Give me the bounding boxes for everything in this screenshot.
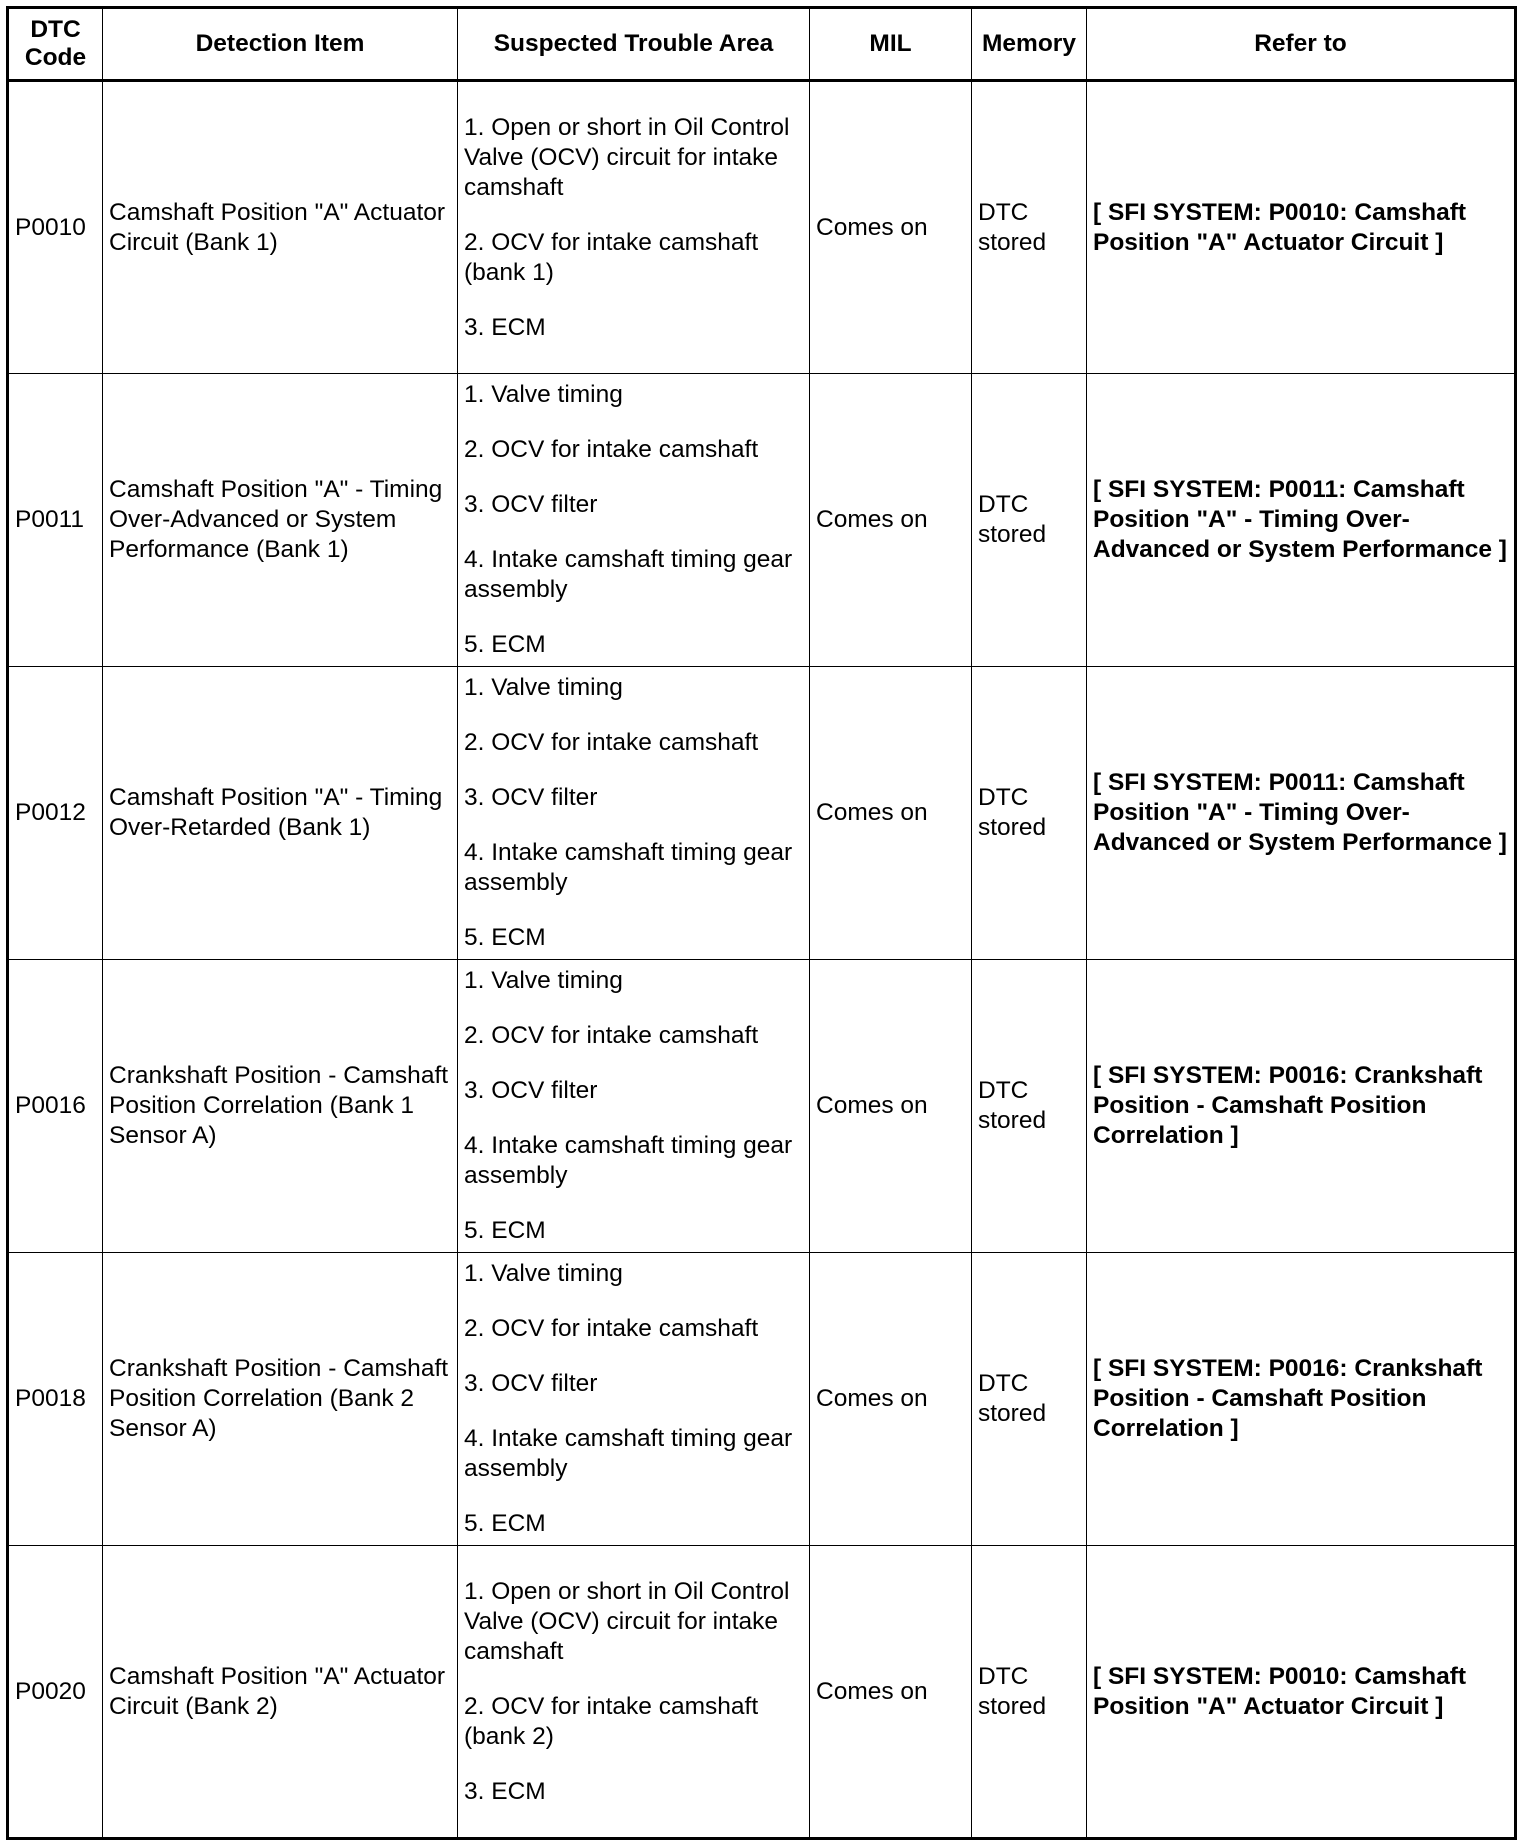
trouble-area-cell xyxy=(458,1253,810,1546)
header-mil: MIL xyxy=(810,8,972,81)
trouble-area-item: 5. ECM xyxy=(464,924,546,951)
detection-item-cell: Crankshaft Position - Camshaft Position Correlation (Bank 1 Sensor A) xyxy=(103,960,458,1253)
header-dtc-code-line1: DTC xyxy=(30,16,81,43)
trouble-area-item: 5. ECM xyxy=(464,1510,546,1537)
table-row xyxy=(8,1253,1516,1546)
trouble-area-item: 1. Valve timing xyxy=(464,674,623,701)
mil-cell: Comes on xyxy=(810,81,972,374)
dtc-code-cell: P0020 xyxy=(8,1546,103,1839)
header-dtc-code xyxy=(8,8,103,81)
trouble-area-item: 1. Open or short in Oil Control Valve (OCV) circuit for intake camshaft xyxy=(464,113,790,201)
dtc-code-cell: P0011 xyxy=(8,374,103,667)
trouble-area-item: 3. OCV filter xyxy=(464,1370,598,1397)
detection-item-cell: Camshaft Position "A" Actuator Circuit (Bank 1) xyxy=(103,81,458,374)
trouble-area-cell xyxy=(458,960,810,1253)
memory-cell: DTC stored xyxy=(972,667,1087,960)
refer-to-link[interactable]: [ SFI SYSTEM: P0010: Camshaft Position "A" Actuator Circuit ] xyxy=(1087,1546,1516,1839)
trouble-area-item: 3. ECM xyxy=(464,313,546,341)
trouble-area-list xyxy=(464,113,803,343)
trouble-area-item: 2. OCV for intake camshaft xyxy=(464,1315,759,1342)
refer-to-link[interactable]: [ SFI SYSTEM: P0016: Crankshaft Position - Camshaft Position Correlation ] xyxy=(1087,960,1516,1253)
trouble-area-cell xyxy=(458,81,810,374)
detection-item-cell: Camshaft Position "A" - Timing Over-Advanced or System Performance (Bank 1) xyxy=(103,374,458,667)
dtc-code-cell: P0010 xyxy=(8,81,103,374)
trouble-area-item: 4. Intake camshaft timing gear assembly xyxy=(464,839,793,896)
table-row xyxy=(8,81,1516,374)
refer-to-link[interactable]: [ SFI SYSTEM: P0010: Camshaft Position "A" Actuator Circuit ] xyxy=(1087,81,1516,374)
trouble-area-item: 2. OCV for intake camshaft (bank 2) xyxy=(464,1692,759,1750)
memory-cell: DTC stored xyxy=(972,1253,1087,1546)
trouble-area-item: 3. OCV filter xyxy=(464,784,598,811)
trouble-area-item: 2. OCV for intake camshaft xyxy=(464,1022,759,1049)
dtc-code-cell: P0018 xyxy=(8,1253,103,1546)
trouble-area-item: 3. ECM xyxy=(464,1777,546,1805)
trouble-area-list xyxy=(464,966,803,1246)
trouble-area-item: 1. Open or short in Oil Control Valve (OCV) circuit for intake camshaft xyxy=(464,1577,790,1665)
mil-cell: Comes on xyxy=(810,667,972,960)
header-refer-to: Refer to xyxy=(1087,8,1516,81)
header-detection-item: Detection Item xyxy=(103,8,458,81)
trouble-area-item: 1. Valve timing xyxy=(464,1260,623,1287)
trouble-area-list xyxy=(464,1577,803,1807)
table-header-row xyxy=(8,8,1516,81)
detection-item-cell: Camshaft Position "A" Actuator Circuit (Bank 2) xyxy=(103,1546,458,1839)
memory-cell: DTC stored xyxy=(972,374,1087,667)
trouble-area-item: 5. ECM xyxy=(464,631,546,658)
refer-to-link[interactable]: [ SFI SYSTEM: P0011: Camshaft Position "A" - Timing Over-Advanced or System Performance ] xyxy=(1087,374,1516,667)
mil-cell: Comes on xyxy=(810,374,972,667)
trouble-area-cell xyxy=(458,374,810,667)
trouble-area-item: 5. ECM xyxy=(464,1217,546,1244)
header-dtc-code-line2: Code xyxy=(24,44,87,71)
mil-cell: Comes on xyxy=(810,1253,972,1546)
memory-cell: DTC stored xyxy=(972,960,1087,1253)
trouble-area-cell xyxy=(458,1546,810,1839)
trouble-area-item: 4. Intake camshaft timing gear assembly xyxy=(464,1425,793,1482)
header-memory: Memory xyxy=(972,8,1087,81)
memory-cell: DTC stored xyxy=(972,1546,1087,1839)
mil-cell: Comes on xyxy=(810,960,972,1253)
trouble-area-item: 4. Intake camshaft timing gear assembly xyxy=(464,1132,793,1189)
trouble-area-item: 1. Valve timing xyxy=(464,967,623,994)
trouble-area-list xyxy=(464,1259,803,1539)
table-row xyxy=(8,1546,1516,1839)
trouble-area-cell xyxy=(458,667,810,960)
trouble-area-list xyxy=(464,673,803,953)
trouble-area-item: 4. Intake camshaft timing gear assembly xyxy=(464,546,793,603)
header-suspected-trouble-area: Suspected Trouble Area xyxy=(458,8,810,81)
refer-to-link[interactable]: [ SFI SYSTEM: P0011: Camshaft Position "A" - Timing Over-Advanced or System Performance ] xyxy=(1087,667,1516,960)
trouble-area-item: 3. OCV filter xyxy=(464,1077,598,1104)
dtc-code-cell: P0012 xyxy=(8,667,103,960)
trouble-area-item: 1. Valve timing xyxy=(464,381,623,408)
dtc-table-page xyxy=(6,6,1514,1805)
refer-to-link[interactable]: [ SFI SYSTEM: P0016: Crankshaft Position - Camshaft Position Correlation ] xyxy=(1087,1253,1516,1546)
trouble-area-item: 2. OCV for intake camshaft xyxy=(464,729,759,756)
trouble-area-item: 3. OCV filter xyxy=(464,491,598,518)
mil-cell: Comes on xyxy=(810,1546,972,1839)
trouble-area-list xyxy=(464,380,803,660)
dtc-table xyxy=(6,6,1517,1840)
table-row xyxy=(8,374,1516,667)
memory-cell: DTC stored xyxy=(972,81,1087,374)
table-row xyxy=(8,667,1516,960)
table-row xyxy=(8,960,1516,1253)
detection-item-cell: Crankshaft Position - Camshaft Position Correlation (Bank 2 Sensor A) xyxy=(103,1253,458,1546)
dtc-code-cell: P0016 xyxy=(8,960,103,1253)
trouble-area-item: 2. OCV for intake camshaft (bank 1) xyxy=(464,228,759,286)
trouble-area-item: 2. OCV for intake camshaft xyxy=(464,436,759,463)
detection-item-cell: Camshaft Position "A" - Timing Over-Retarded (Bank 1) xyxy=(103,667,458,960)
